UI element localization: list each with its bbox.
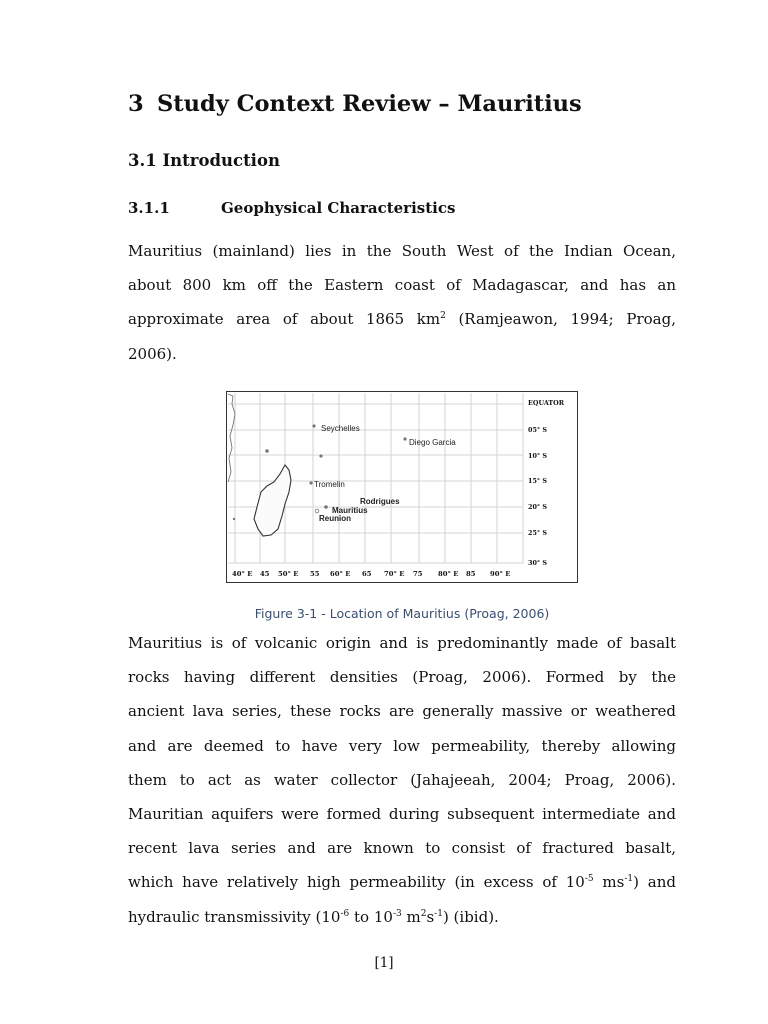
svg-text:50° E: 50° E (278, 570, 299, 578)
text-line: Mauritian aquifers were formed during subsequent intermediate and (128, 804, 676, 823)
subsection-number: 3.1.1 (128, 199, 170, 217)
subsection-heading (128, 199, 455, 217)
svg-text:15° S: 15° S (528, 477, 547, 485)
page-number: [1] (374, 955, 394, 971)
section-heading: 3.1 Introduction (128, 151, 280, 170)
location-map (227, 392, 577, 582)
label-diego-garcia: Diego Garcia (409, 438, 456, 447)
svg-text:75: 75 (413, 570, 423, 578)
figure-caption: Figure 3-1 - Location of Mauritius (Proag, 2006) (254, 606, 550, 621)
svg-text:30° S: 30° S (528, 559, 547, 567)
paragraph-location (128, 234, 676, 371)
svg-text:65: 65 (362, 570, 372, 578)
text-line: ancient lava series, these rocks are generally massive or weathered (128, 702, 676, 721)
text-line: about 800 km off the Eastern coast of Madagascar, and has an (128, 276, 676, 295)
subsection-title: Geophysical Characteristics (221, 199, 456, 217)
text-line: Mauritius (mainland) lies in the South West of the Indian Ocean, (128, 242, 676, 260)
svg-text:20° S: 20° S (528, 503, 547, 511)
chapter-number: 3 (128, 91, 144, 117)
place-labels (314, 424, 456, 523)
svg-text:55: 55 (310, 570, 320, 578)
label-reunion: Reunion (319, 514, 351, 523)
svg-text:80° E: 80° E (438, 570, 459, 578)
svg-text:60° E: 60° E (330, 570, 351, 578)
label-tromelin: Tromelin (314, 480, 345, 489)
svg-text:05° S: 05° S (528, 426, 547, 434)
madagascar-island (254, 465, 291, 536)
location-map-figure (226, 391, 578, 583)
svg-text:25° S: 25° S (528, 529, 547, 537)
text-line: recent lava series and are known to consist of fractured basalt, (128, 839, 676, 858)
label-seychelles: Seychelles (321, 424, 360, 433)
text-line: them to act as water collector (Jahajeeah, 2004; Proag, 2006). (128, 770, 676, 789)
label-mauritius: Mauritius (332, 506, 368, 515)
text-line: and are deemed to have very low permeability, thereby allowing (128, 736, 676, 755)
svg-text:40° E: 40° E (232, 570, 253, 578)
paragraph-geology (128, 626, 676, 934)
text-line: approximate area of about 1865 $km^2$ (Ramjeawon, 1994; Proag, (128, 310, 676, 329)
svg-text:85: 85 (466, 570, 476, 578)
africa-coastline (228, 394, 235, 482)
svg-text:70° E: 70° E (384, 570, 405, 578)
map-grid (228, 393, 523, 563)
svg-text:10° S: 10° S (528, 452, 547, 460)
svg-text:45: 45 (260, 570, 270, 578)
label-rodrigues: Rodrigues (360, 497, 400, 506)
text-line: rocks having different densities (Proag, 2006). Formed by the (128, 668, 676, 687)
text-line: Mauritius is of volcanic origin and is predominantly made of basalt (128, 634, 676, 652)
text-line: 2006). (128, 344, 177, 363)
longitude-labels (232, 570, 510, 578)
svg-text:90° E: 90° E (490, 570, 511, 578)
svg-text:EQUATOR: EQUATOR (528, 399, 565, 407)
chapter-title: Study Context Review – Mauritius (157, 91, 582, 117)
chapter-heading (128, 91, 582, 117)
latitude-labels (528, 399, 565, 567)
text-line: hydraulic transmissivity ($10^{-6}$ to $10^{-3}$ $m^2s^{-1}$) (ibid). (128, 907, 499, 926)
text-line: which have relatively high permeability (in excess of $10^{-5}$ $ms^{-1}$) and (128, 873, 676, 892)
